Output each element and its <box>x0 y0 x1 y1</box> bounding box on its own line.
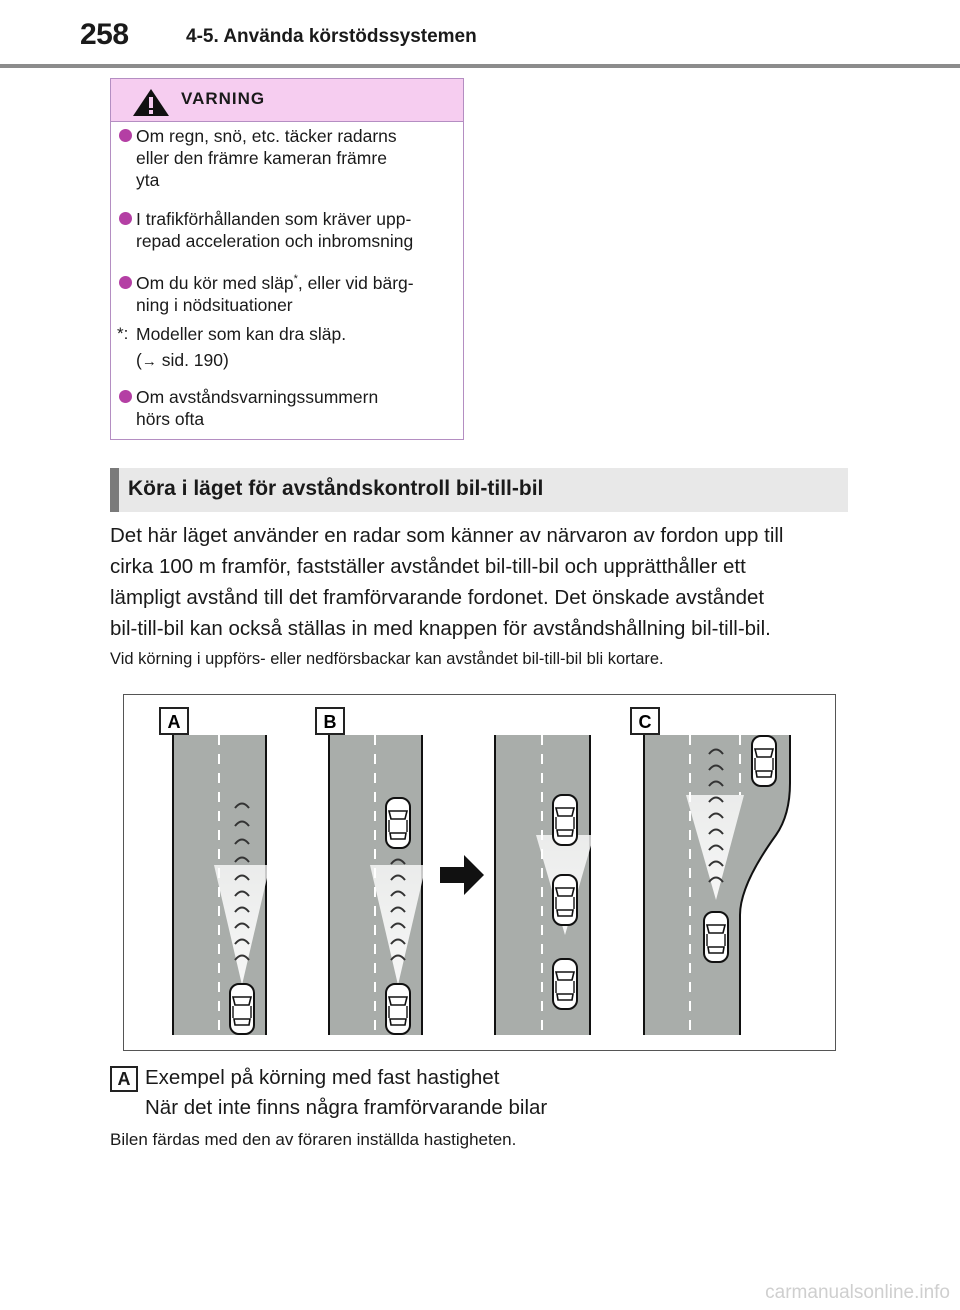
arrow-right-icon: → <box>141 353 157 370</box>
road-transition <box>495 735 594 1035</box>
warning-item-text: eller den främre kameran främre <box>136 148 387 168</box>
watermark: carmanualsonline.info <box>765 1282 950 1303</box>
caption-description: Bilen färdas med den av föraren inställda hastigheten. <box>110 1130 517 1149</box>
road-illustration <box>124 695 835 1050</box>
warning-item-text: hörs ofta <box>136 409 205 429</box>
bullet-icon <box>119 212 132 225</box>
page-number: 258 <box>80 18 129 51</box>
warning-item-text: ning i nödsituationer <box>136 295 293 315</box>
warning-triangle-icon <box>131 87 171 117</box>
header-divider <box>0 64 960 68</box>
warning-item-text: I trafikförhållanden som kräver upp- <box>136 209 412 229</box>
car-icon <box>386 984 410 1034</box>
bullet-icon <box>119 129 132 142</box>
illustration-figure <box>123 694 836 1051</box>
road-b <box>329 735 426 1035</box>
car-icon <box>704 912 728 962</box>
car-icon <box>553 795 577 845</box>
warning-item-text: yta <box>136 170 160 190</box>
svg-text:C: C <box>638 712 652 732</box>
caption-subtitle: När det inte finns några framförvarande bilar <box>145 1096 548 1119</box>
car-icon <box>553 875 577 925</box>
warning-item-text: Om regn, snö, etc. täcker radarns <box>136 126 397 146</box>
transition-arrow-icon <box>440 855 484 895</box>
footnote-text: Modeller som kan dra släp. <box>136 324 347 344</box>
car-icon <box>230 984 254 1034</box>
bullet-icon <box>119 390 132 403</box>
svg-text:B: B <box>323 712 337 732</box>
section-accent <box>110 468 119 512</box>
svg-text:A: A <box>167 712 181 732</box>
warning-box <box>110 78 464 440</box>
footnote-mark: *: <box>117 324 129 343</box>
bullet-icon <box>119 276 132 289</box>
warning-item-text: Om avståndsvarningssummern <box>136 387 379 407</box>
road-a <box>173 735 270 1035</box>
car-icon <box>752 736 776 786</box>
section-title: Köra i läget för avståndskontroll bil-till-bil <box>128 477 544 500</box>
warning-header <box>111 79 463 122</box>
figure-label-c <box>631 708 659 734</box>
figure-label-b <box>316 708 344 734</box>
note-text: Vid körning i uppförs- eller nedförsbackar kan avståndet bil-till-bil bli kortare. <box>110 650 664 668</box>
warning-title: VARNING <box>181 89 266 108</box>
warning-item-text: Om du kör med släp*, eller vid bärg- <box>136 273 414 293</box>
body-paragraph: Det här läget använder en radar som känner av närvaron av fordon upp till cirka 100 m framför, fastställer avståndet bil-till-bil och upprätthåller ett lämpligt avstånd till det framförvarande fordonet. Det önskade avståndet bil-till-bil kan också ställas in med knappen för avståndshållning bil-till-bil. <box>110 524 784 640</box>
caption-label-badge: A <box>110 1066 138 1092</box>
figure-label-a <box>160 708 188 734</box>
car-icon <box>386 798 410 848</box>
car-icon <box>553 959 577 1009</box>
section-header-title: 4-5. Använda körstödssystemen <box>186 26 477 47</box>
warning-item-text: repad acceleration och inbromsning <box>136 231 414 251</box>
caption-title: Exempel på körning med fast hastighet <box>145 1066 500 1089</box>
section-heading <box>110 468 848 512</box>
road-c <box>644 735 790 1035</box>
page-reference: (→ sid. 190) <box>136 350 229 370</box>
